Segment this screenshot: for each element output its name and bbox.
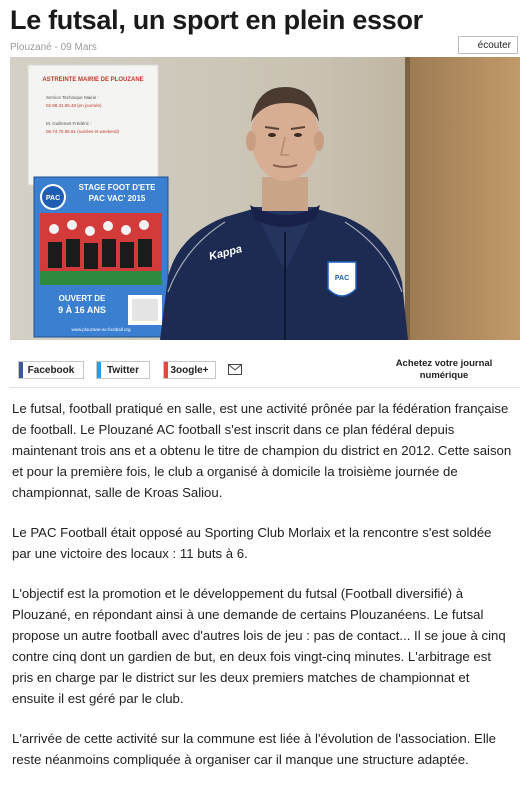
buy-line-2: numérique [419, 370, 469, 381]
poster-astreinte [28, 65, 158, 185]
buy-digital-newspaper-link[interactable] [374, 358, 514, 382]
google-icon [164, 362, 168, 378]
article-title: Le futsal, un sport en plein essor [10, 5, 423, 35]
listen-label: écouter [477, 39, 511, 51]
facebook-label: Facebook [27, 364, 75, 376]
article-meta: Plouzané - 09 Mars [10, 42, 97, 53]
poster-line-2: 02.98.31.95.48 (en journée) [46, 103, 102, 108]
buy-line-1: Achetez votre journal [395, 358, 493, 369]
facebook-share-button[interactable] [18, 361, 84, 379]
facebook-icon [19, 362, 23, 378]
poster-footer: www.plouzane-ac-football.org [71, 327, 131, 332]
article-photo [10, 57, 520, 340]
mail-icon[interactable] [228, 364, 242, 375]
poster-line-4: 06.74.75.95.81 (soirées et weekend) [46, 129, 120, 134]
poster-line-3: M. Guillemet Frédéric : [46, 121, 92, 126]
poster-line-1: Service Technique Mairie : [46, 95, 99, 100]
poster-headline-1: STAGE FOOT D'ETE [78, 183, 156, 192]
paragraph: Le futsal, football pratiqué en salle, est une activité prônée par la fédération française de football. Le Plouzané AC football s'est inscrit dans ce plan fédéral depuis maintenant trois ans et a obtenu le titre de champion du district en 2012. Cette saison et pour la première fois, le club a organisé à domicile la troisième journée de championnat, salle de Kroas Saliou. [12, 401, 512, 500]
paragraph: L'objectif est la promotion et le développement du futsal (Football diversifié) à Plouzané, en répondant ainsi à une demande de certains Plouzanéens. Le futsal propose un autre football avec d'autres lois de jeu : pas de contact... Il se joue à cinq contre cinq dont un gardien de but, en deux fois vingt-cinq minutes. L'arbitrage est pris en charge par le district sur les deux premiers matches de championnat et ensuite il est géré par le club. [12, 586, 506, 706]
jacket-badge: PAC [334, 275, 350, 282]
poster-club-logo: PAC [45, 195, 61, 202]
paragraph: Le PAC Football était opposé au Sporting Club Morlaix et la rencontre s'est soldée par une victoire des locaux : 11 buts à 6. [12, 525, 492, 561]
listen-button[interactable] [458, 36, 518, 54]
paragraph: L'arrivée de cette activité sur la commune est liée à l'évolution de l'association. Elle reste néanmoins compliquée à organiser car il manque une structure adaptée. [12, 731, 497, 767]
twitter-icon [97, 362, 101, 378]
google-label: 3oogle+ [170, 364, 209, 376]
poster-open-2: 9 À 16 ANS [58, 305, 106, 315]
share-bar [10, 354, 520, 386]
google-share-button[interactable] [163, 361, 216, 379]
poster-open-1: OUVERT DE [58, 294, 106, 303]
poster-astreinte-heading: ASTREINTE MAIRIE DE PLOUZANE [42, 77, 144, 83]
poster-headline-2: PAC VAC' 2015 [88, 194, 146, 203]
divider [10, 387, 520, 388]
jacket-brand: Kappa [207, 243, 244, 263]
article-body [12, 398, 512, 789]
twitter-share-button[interactable] [96, 361, 150, 379]
poster-stage-foot [34, 177, 168, 337]
twitter-label: Twitter [106, 364, 140, 376]
